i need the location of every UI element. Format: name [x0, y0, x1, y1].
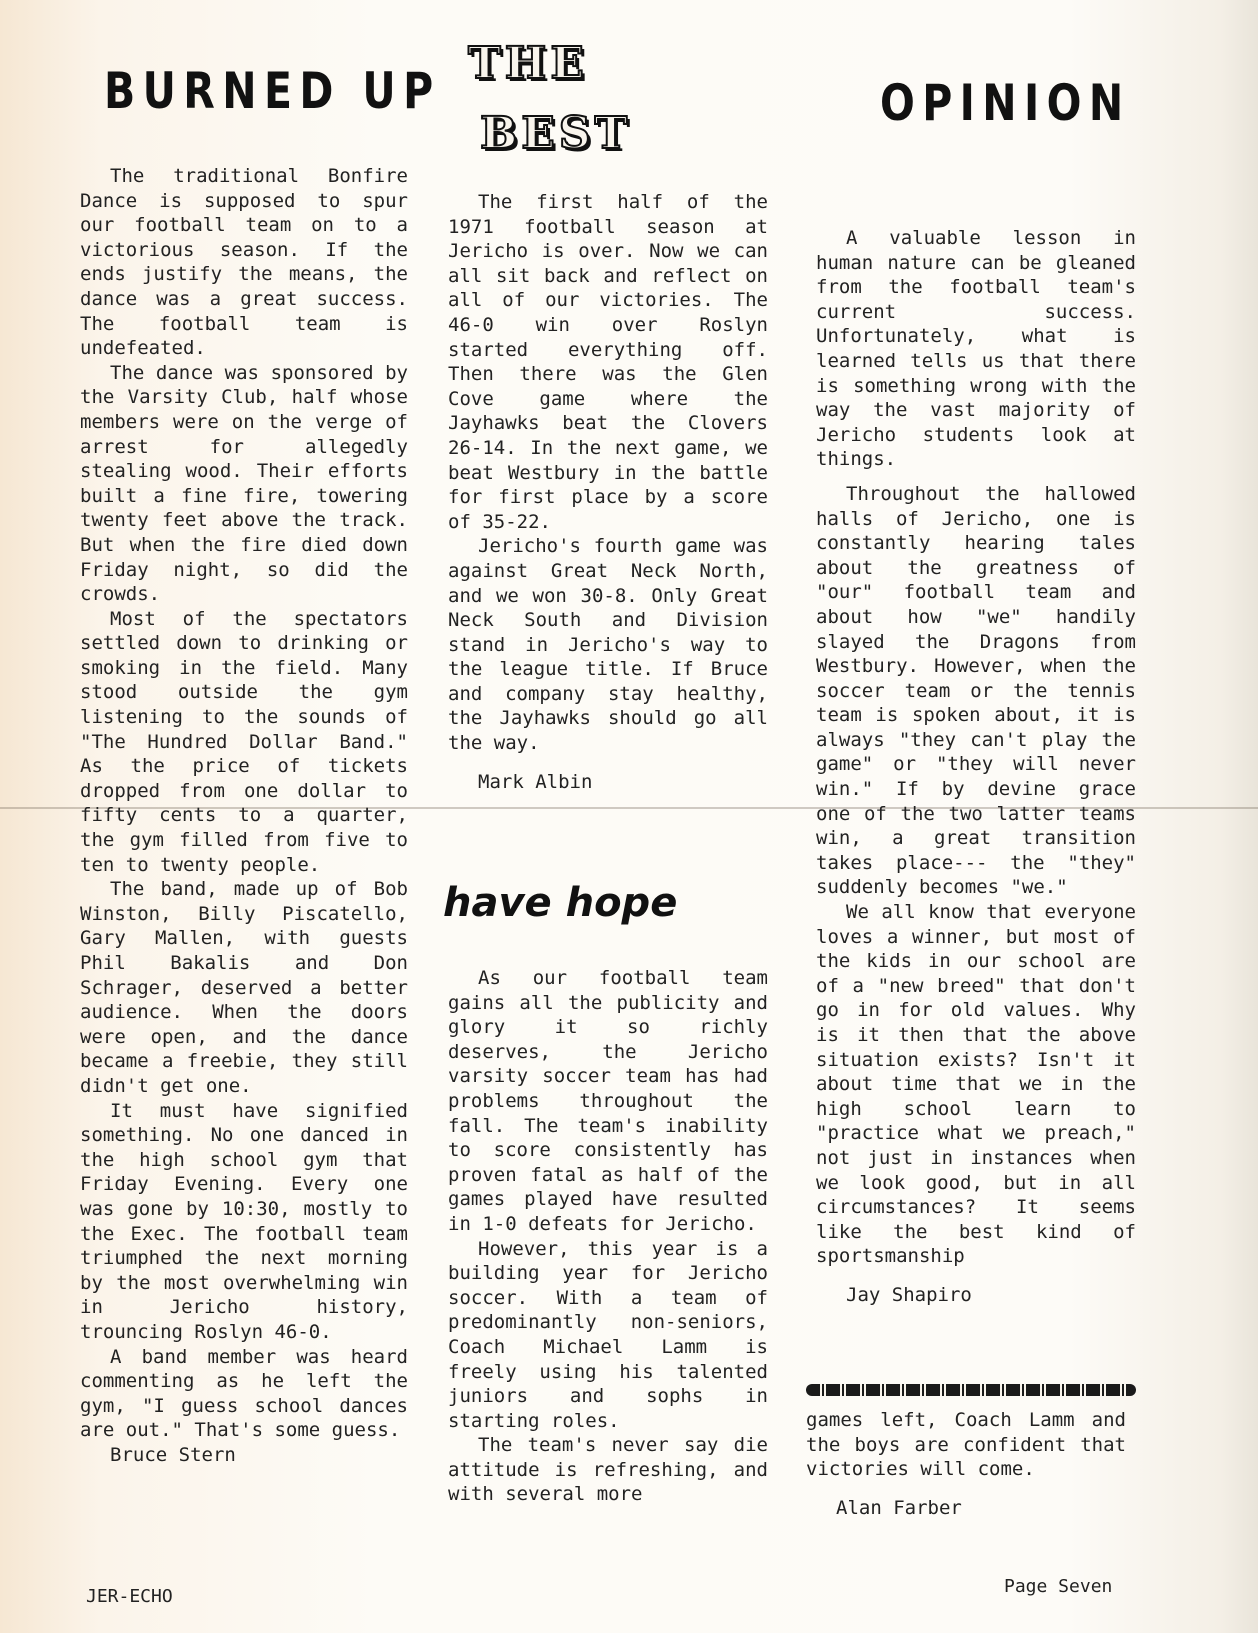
paragraph: We all know that everyone loves a winner, but most of the kids in our school are of a "new breed" that don't go in for old values. Why is it then that the above situation exists? Isn't it about time that we in the high school learn to "practice what we preach," not just in instances when we look good, but in all circumstances? It seems like the best kind of sportsmanship: [816, 901, 1136, 1268]
paragraph: Most of the spectators settled down to drinking or smoking in the field. Many stood outside the gym listening to the sounds of "The Hundred Dollar Band." As the price of tickets dropped from one dollar to fifty cents to a quarter, the gym filled from five to ten to twenty people.: [80, 607, 408, 876]
paragraph: However, this year is a building year for Jericho soccer. With a team of predominantly non-seniors, Coach Michael Lamm is freely using his talented juniors and sophs in starting roles.: [448, 1237, 768, 1432]
headline-burned-up: BURNED UP: [104, 62, 441, 120]
paragraph: The first half of the 1971 football season at Jericho is over. Now we can all sit back and reflect on all of our victories. The 46-0 win over Roslyn started everything off. Then there was the Glen Cove game where the Jayhawks beat the Clovers 26-14. In the next game, we beat Westbury in the battle for first place by a score of 35-22.: [448, 191, 768, 533]
article-opinion: [816, 226, 1136, 1308]
paragraph: A valuable lesson in human nature can be gleaned from the football team's current success. Unfortunately, what is learned tells us that there is something wrong with the way the vast majority of Jericho students look at things.: [816, 227, 1136, 471]
chain-divider: [806, 1384, 1136, 1396]
paragraph: Throughout the hallowed halls of Jericho, one is constantly hearing tales about the greatness of "our" football team and about how "we" handily slayed the Dragons from Westbury. However, when the soccer team or the tennis team is spoken about, it is always "they can't play the game" or "they will never win." If by devine grace one of the two latter teams win, a great transition takes place--- the "they" suddenly becomes "we.": [816, 482, 1136, 899]
article-the-best: [448, 190, 768, 794]
paragraph: The team's never say die attitude is refreshing, and with several more: [448, 1434, 768, 1506]
article-burned-up: [80, 164, 408, 1467]
byline-jay-shapiro: Jay Shapiro: [846, 1283, 972, 1306]
paragraph: It must have signified something. No one danced in the high school gym that Friday Evening. Every one was gone by 10:30, mostly to the Exec. The football team triumphed the next morning by the most overwhelming win in Jericho history, trouncing Roslyn 46-0.: [80, 1099, 408, 1343]
footer-page-number: Page Seven: [1004, 1576, 1113, 1597]
headline-opinion: OPINION: [880, 74, 1131, 132]
headline-the: THE: [468, 38, 588, 89]
paragraph: The dance was sponsored by the Varsity Club, half whose members were on the verge of arrest for allegedly stealing wood. Their efforts built a fine fire, towering twenty feet above the track. But when the fire died down Friday night, so did the crowds.: [80, 361, 408, 606]
paragraph: games left, Coach Lamm and the boys are confident that victories will come.: [806, 1409, 1126, 1481]
footer-publication-name: JER-ECHO: [86, 1586, 173, 1607]
paragraph: A band member was heard commenting as he left the gym, "I guess school dances are out." That's some guess.: [80, 1345, 408, 1442]
headline-best: BEST: [480, 108, 632, 159]
paragraph: Jericho's fourth game was against Great Neck North, and we won 30-8. Only Great Neck South and Division stand in Jericho's way to the league title. If Bruce and company stay healthy, the Jayhawks should go all the way.: [448, 535, 768, 755]
paragraph: The band, made up of Bob Winston, Billy Piscatello, Gary Mallen, with guests Phil Bakalis and Don Schrager, deserved a better audience. When the doors were open, and the dance became a freebie, they still didn't get one.: [80, 878, 408, 1097]
byline-mark-albin: Mark Albin: [478, 770, 593, 793]
paragraph: The traditional Bonfire Dance is supposed to spur our football team on to a victorious season. If the ends justify the means, the dance was a great success. The football team is undefeated.: [80, 165, 408, 360]
byline-bruce-stern: Bruce Stern: [110, 1443, 236, 1466]
subhead-have-hope: have hope: [443, 880, 678, 926]
paragraph: As our football team gains all the publicity and glory it so richly deserves, the Jericho varsity soccer team has had problems throughout the fall. The team's inability to score consistently has proven fatal as half of the games played have resulted in 1-0 defeats for Jericho.: [448, 967, 768, 1235]
byline-alan-farber: Alan Farber: [836, 1496, 962, 1519]
article-have-hope-continued: [806, 1408, 1126, 1520]
article-have-hope: [448, 966, 768, 1507]
